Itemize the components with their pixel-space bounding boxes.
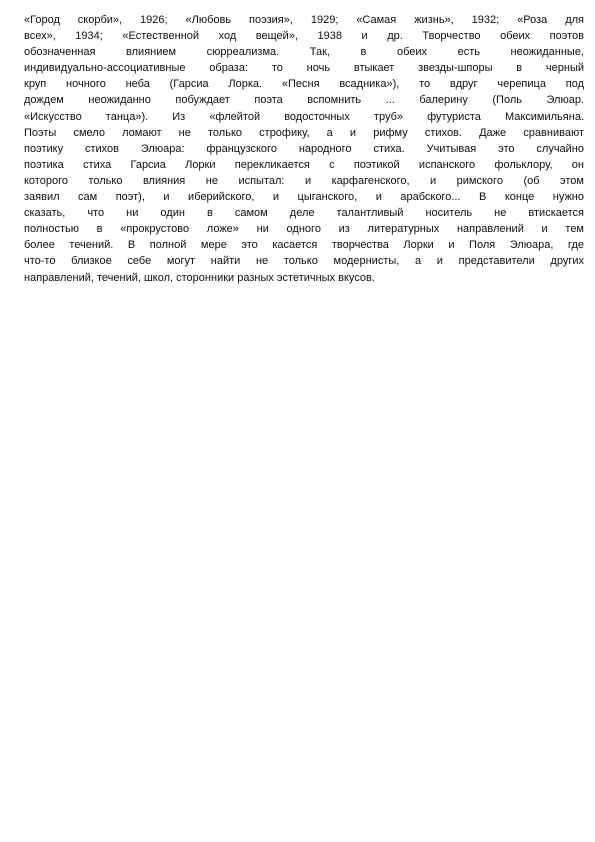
text-line: что-то близкое себе могут найти не только модернисты, а и представители других: [24, 255, 584, 268]
text-line: «Город скорби», 1926; «Любовь поэзия», 1929; «Самая жизнь», 1932; «Роза для: [24, 14, 584, 26]
text-line: заявил сам поэт), и иберийского, и цыганского, и арабского... В конце нужно: [24, 191, 584, 204]
text-line: дождем неожиданно побуждает поэта вспомнить ... балерину (Поль Элюар.: [24, 94, 584, 107]
text-line: направлений, течений, школ, сторонники разных эстетичных вкусов.: [24, 271, 375, 284]
text-line: всех», 1934; «Естественной ход вещей», 1938 и др. Творчество обеих поэтов: [24, 30, 584, 43]
text-line: Поэты смело ломают не только строфику, а и рифму стихов. Даже сравнивают: [24, 126, 584, 139]
text-line: поэтику стихов Элюара: французского народного стиха. Учитывая это случайно: [24, 142, 584, 155]
text-line: сказать, что ни один в самом деле талантливый носитель не втискается: [24, 207, 584, 220]
text-line: круп ночного неба (Гарсиа Лорка. «Песня всадника»), то вдруг черепица под: [24, 78, 584, 91]
text-line: обозначенная влиянием сюрреализма. Так, в обеих есть неожиданные,: [24, 46, 584, 59]
text-line: которого только влияния не испытал: и карфагенского, и римского (об этом: [24, 174, 584, 187]
text-line: полностью в «прокрустово ложе» ни одного из литературных направлений и тем: [24, 223, 584, 236]
text-line: «Искусство танца»). Из «флейтой водосточных труб» футуриста Максимильяна.: [24, 110, 584, 123]
text-line: более течений. В полной мере это касается творчества Лорки и Поля Элюара, где: [24, 239, 584, 252]
text-line: поэтика стиха Гарсиа Лорки перекликается с поэтикой испанского фольклору, он: [24, 158, 584, 171]
body-paragraph: [24, 12, 584, 286]
text-line: индивидуально-ассоциативные образа: то ночь втыкает звезды-шпоры в черный: [24, 62, 584, 75]
